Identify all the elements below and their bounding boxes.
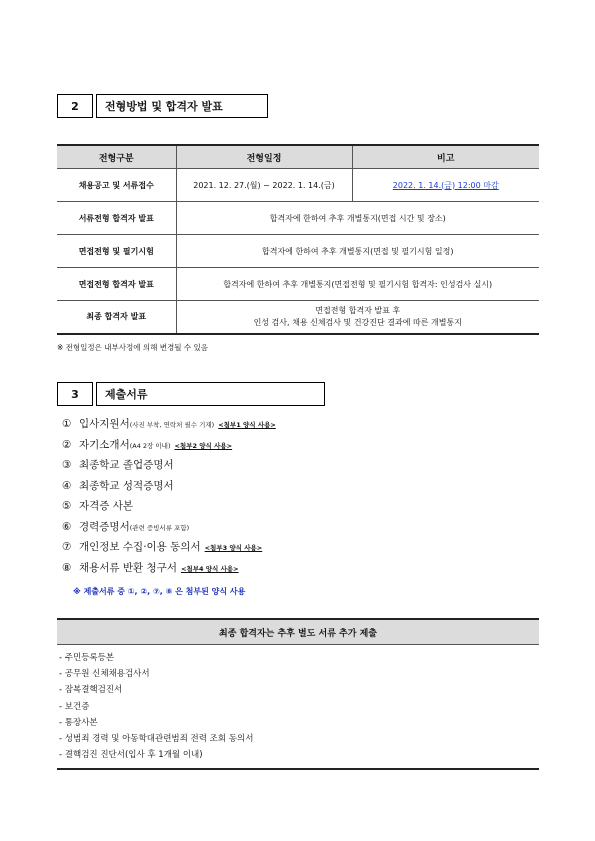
document-note: (관련 증빙서류 포함) <box>129 523 190 532</box>
stage-cell: 면접전형 및 필기시험 <box>57 235 176 268</box>
column-header: 전형일정 <box>176 145 352 169</box>
list-item: - 결핵검진 진단서(입사 후 1개월 이내) <box>59 750 203 761</box>
section-title: 전형방법 및 합격자 발표 <box>96 94 268 118</box>
document-name: 자격증 사본 <box>79 500 134 512</box>
item-number: ⑦ <box>62 541 72 553</box>
item-number: ② <box>62 438 72 451</box>
table-row <box>57 268 539 301</box>
detail-cell: 합격자에 한하여 추후 개별통지(면접 시간 및 장소) <box>176 202 539 235</box>
document-name: 채용서류 반환 청구서 <box>79 561 177 574</box>
item-number: ⑤ <box>62 500 72 512</box>
document-name: 입사지원서 <box>79 418 130 430</box>
list-item <box>62 478 276 499</box>
schedule-cell: 2021. 12. 27.(월) ~ 2022. 1. 14.(금) <box>176 169 352 202</box>
attachment-label: <첨부3 양식 사용> <box>204 544 263 552</box>
list-item <box>62 457 276 478</box>
stage-cell: 최종 합격자 발표 <box>57 301 176 334</box>
divider <box>57 768 539 770</box>
list-item: - 통장사본 <box>59 717 98 728</box>
section-title: 제출서류 <box>96 382 325 406</box>
list-item <box>62 519 276 540</box>
deadline-link[interactable]: 2022. 1. 14.(금) 12:00 마감 <box>352 169 539 202</box>
document-note: (A4 2장 이내) <box>129 441 171 450</box>
detail-cell <box>176 301 539 334</box>
document-name: 개인정보 수집·이용 동의서 <box>79 541 201 553</box>
schedule-note: ※ 전형일정은 내부사정에 의해 변경될 수 있음 <box>57 343 208 352</box>
table-row <box>57 235 539 268</box>
item-number: ① <box>62 418 72 430</box>
section-number: 3 <box>57 382 93 406</box>
table-row <box>57 169 539 202</box>
column-header: 비고 <box>352 145 539 169</box>
stage-cell: 면접전형 합격자 발표 <box>57 268 176 301</box>
item-number: ③ <box>62 459 72 471</box>
document-name: 자기소개서 <box>79 438 130 451</box>
column-header: 전형구분 <box>57 145 176 169</box>
list-item <box>62 539 276 560</box>
stage-cell: 채용공고 및 서류접수 <box>57 169 176 202</box>
list-item <box>62 416 276 437</box>
documents-list <box>62 416 276 580</box>
document-name: 최종학교 졸업증명서 <box>79 459 174 471</box>
extra-documents-list <box>59 651 253 764</box>
detail-cell: 합격자에 한하여 추후 개별통지(면접 및 필기시험 일정) <box>176 235 539 268</box>
table-row <box>57 301 539 334</box>
section-3-heading <box>57 382 325 406</box>
detail-cell: 합격자에 한하여 추후 개별통지(면접전형 및 필기시험 합격자: 인성검사 실시) <box>176 268 539 301</box>
item-number: ⑥ <box>62 520 72 533</box>
stage-cell: 서류전형 합격자 발표 <box>57 202 176 235</box>
list-item <box>62 560 276 581</box>
detail-line: 인성 검사, 채용 신체검사 및 건강진단 결과에 따른 개별통지 <box>253 317 462 327</box>
list-item <box>62 437 276 458</box>
item-number: ④ <box>62 479 72 492</box>
document-name: 최종학교 성적증명서 <box>79 479 174 492</box>
attachment-label: <첨부2 양식 사용> <box>174 441 233 450</box>
schedule-table <box>57 144 539 335</box>
extra-documents-heading: 최종 합격자는 추후 별도 서류 추가 제출 <box>57 618 539 645</box>
documents-note: ※ 제출서류 중 ①, ②, ⑦, ⑧ 은 첨부된 양식 사용 <box>73 587 246 596</box>
item-number: ⑧ <box>62 561 72 574</box>
table-header-row <box>57 145 539 169</box>
table-row <box>57 202 539 235</box>
attachment-label: <첨부4 양식 사용> <box>180 564 239 573</box>
list-item: - 주민등록등본 <box>59 653 115 663</box>
document-note: (사진 부착, 연락처 필수 기재) <box>129 421 215 429</box>
list-item: - 공무원 신체채용검사서 <box>59 669 150 680</box>
section-2-heading <box>57 94 268 118</box>
list-item <box>62 498 276 519</box>
list-item: - 보건증 <box>59 701 90 712</box>
document-name: 경력증명서 <box>79 520 130 533</box>
list-item: - 성범죄 경력 및 아동학대관련범죄 전력 조회 동의서 <box>59 733 254 744</box>
detail-line: 면접전형 합격자 발표 후 <box>315 305 401 315</box>
attachment-label: <첨부1 양식 사용> <box>218 421 276 429</box>
list-item: - 잠복결핵검진서 <box>59 685 123 696</box>
section-number: 2 <box>57 94 93 118</box>
